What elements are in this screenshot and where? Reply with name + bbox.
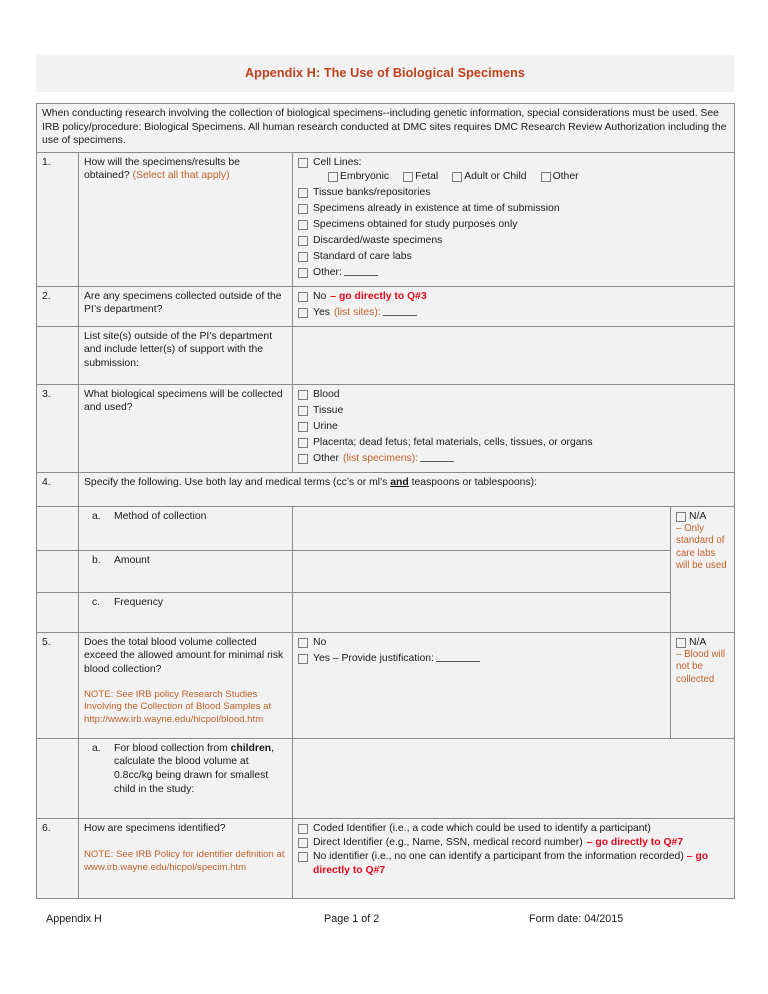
empty-number-cell <box>37 326 79 384</box>
q4c-answer-field[interactable] <box>293 592 671 632</box>
option-label: Coded Identifier (i.e., a code which could be used to identify a participant) <box>313 822 651 834</box>
intro-text: When conducting research involving the collection of biological specimens--including genetic information, special considerations must be used. See IRB policy/procedure: Biological Specimens. All human research conducted at DMC sites requires DMC Research Review Authorization including the use of specimens. <box>37 104 735 153</box>
checkbox-icon[interactable] <box>298 308 308 318</box>
q4a-label-cell <box>79 506 293 550</box>
checkbox-icon[interactable] <box>298 252 308 262</box>
checkbox-icon[interactable] <box>298 422 308 432</box>
checkbox-icon[interactable] <box>298 438 308 448</box>
sub-letter-row <box>84 510 287 524</box>
sub-letter: a. <box>92 742 101 754</box>
sub-letter-row <box>84 596 287 610</box>
q4-header-emphasis: and <box>390 476 409 488</box>
q4b-label-cell <box>79 550 293 592</box>
question-number-3: 3. <box>37 384 79 472</box>
cell-lines-sub-options <box>328 170 729 184</box>
goto-instruction: – go directly to Q#7 <box>313 850 709 876</box>
question-number-4: 4. <box>37 472 79 506</box>
checkbox-icon[interactable] <box>298 268 308 278</box>
question-row-2-sub <box>37 326 735 384</box>
na-description: – Blood will not be collected <box>676 648 726 685</box>
checkbox-option-yes[interactable] <box>298 652 665 666</box>
checkbox-icon[interactable] <box>541 172 551 182</box>
checkbox-icon[interactable] <box>298 838 308 848</box>
checkbox-option[interactable] <box>298 266 729 280</box>
checkbox-option-no[interactable] <box>298 290 729 304</box>
empty-number-cell <box>37 550 79 592</box>
question-text-3: What biological specimens will be collected and used? <box>79 384 293 472</box>
q5a-post: , calculate the blood volume at 0.8cc/kg being drawn for smallest child in the study: <box>114 742 274 795</box>
q5a-label-cell <box>79 738 293 818</box>
option-label: Blood <box>313 388 340 400</box>
checkbox-icon[interactable] <box>298 852 308 862</box>
option-label: Other <box>552 170 579 182</box>
question-row-2 <box>37 286 735 326</box>
option-label: No <box>313 636 327 648</box>
checkbox-option[interactable] <box>298 202 729 216</box>
sub-label: Amount <box>114 554 150 566</box>
na-checkbox-row[interactable] <box>676 636 729 649</box>
checkbox-option-other[interactable] <box>541 170 579 184</box>
question-row-3 <box>37 384 735 472</box>
option-label: Tissue <box>313 404 344 416</box>
question-row-4c <box>37 592 735 632</box>
goto-instruction: – go directly to Q#3 <box>330 290 427 302</box>
na-checkbox-row[interactable] <box>676 510 729 523</box>
question-number-2: 2. <box>37 286 79 326</box>
checkbox-option[interactable] <box>298 186 729 200</box>
sub-letter-row <box>84 742 287 796</box>
na-description: – Only standard of care labs will be used <box>676 522 727 571</box>
option-label: Other <box>313 452 339 464</box>
fill-in-blank[interactable] <box>344 266 378 276</box>
q5a-pre: For blood collection from <box>114 742 231 754</box>
checkbox-icon[interactable] <box>676 638 686 648</box>
checkbox-icon[interactable] <box>298 236 308 246</box>
question-answers-6 <box>293 818 735 898</box>
sub-label: Frequency <box>114 596 164 608</box>
checkbox-option-coded-identifier[interactable] <box>298 822 729 836</box>
footer-page-number: Page 1 of 2 <box>324 913 380 925</box>
option-label: Embryonic <box>340 170 390 182</box>
question-row-4a <box>37 506 735 550</box>
checkbox-icon[interactable] <box>328 172 338 182</box>
q4a-answer-field[interactable] <box>293 506 671 550</box>
q1-hint: (Select all that apply) <box>132 170 230 182</box>
question-answers-5 <box>293 632 671 738</box>
option-text: No identifier (i.e., no one can identify a participant from the information recorded) <box>313 850 684 862</box>
fill-in-blank[interactable] <box>436 652 480 662</box>
sub-label: Method of collection <box>114 510 207 522</box>
checkbox-icon[interactable] <box>298 654 308 664</box>
checkbox-icon[interactable] <box>298 454 308 464</box>
checkbox-icon[interactable] <box>298 638 308 648</box>
checkbox-option-fetal[interactable] <box>403 170 438 184</box>
form-sheet <box>36 55 734 899</box>
checkbox-option-blood[interactable] <box>298 388 729 402</box>
option-label: Other: <box>313 266 342 278</box>
question-row-1 <box>37 152 735 286</box>
q5-note: NOTE: See IRB policy Research Studies Involving the Collection of Blood Samples at http://www.irb.wayne.edu/hicpol/blood.htm <box>84 688 272 725</box>
checkbox-option-tissue[interactable] <box>298 404 729 418</box>
question-row-5 <box>37 632 735 738</box>
question-text-5 <box>79 632 293 738</box>
title-band <box>36 55 734 92</box>
na-label: N/A <box>689 636 707 648</box>
q6-note: NOTE: See IRB Policy for identifier definition at www.irb.wayne.edu/hicpol/specim.htm <box>84 849 285 873</box>
option-label: Direct Identifier (e.g., Name, SSN, medical record number) <box>313 836 583 848</box>
q5-prompt: Does the total blood volume collected exceed the allowed amount for minimal risk blood collection? <box>84 636 284 675</box>
sub-letter-row <box>84 554 287 568</box>
fill-in-blank[interactable] <box>383 306 417 316</box>
empty-number-cell <box>37 738 79 818</box>
checkbox-icon[interactable] <box>298 188 308 198</box>
checkbox-icon[interactable] <box>676 512 686 522</box>
question-number-6: 6. <box>37 818 79 898</box>
question-text-6 <box>79 818 293 898</box>
sub-letter: c. <box>92 596 101 608</box>
empty-number-cell <box>37 506 79 550</box>
goto-instruction: – go directly to Q#7 <box>586 836 684 848</box>
question-number-5: 5. <box>37 632 79 738</box>
question-answers-3 <box>293 384 735 472</box>
q5a-emphasis: children <box>230 742 272 754</box>
question-answers-2 <box>293 286 735 326</box>
q4-header-post: teaspoons or tablespoons): <box>408 476 537 488</box>
checkbox-icon[interactable] <box>298 292 308 302</box>
footer-form-date: Form date: 04/2015 <box>529 913 624 925</box>
option-label: Yes <box>313 306 330 318</box>
checkbox-option-embryonic[interactable] <box>328 170 389 184</box>
checkbox-option-urine[interactable] <box>298 420 729 434</box>
checkbox-icon[interactable] <box>298 158 308 168</box>
appendix-h-form-table <box>36 103 735 899</box>
option-hint: (list specimens): <box>343 452 419 464</box>
checkbox-option-no[interactable] <box>298 636 665 650</box>
q4b-answer-field[interactable] <box>293 550 671 592</box>
option-label <box>313 850 729 878</box>
option-label: Yes – Provide justification: <box>313 652 434 664</box>
checkbox-option-no-identifier[interactable] <box>298 850 729 878</box>
checkbox-icon[interactable] <box>298 204 308 214</box>
na-label: N/A <box>689 510 707 522</box>
checkbox-option-other[interactable] <box>298 452 729 466</box>
q4-na-cell <box>671 506 735 632</box>
question-answers-1 <box>293 152 735 286</box>
option-label: Fetal <box>415 170 439 182</box>
checkbox-option[interactable] <box>298 156 729 170</box>
checkbox-option[interactable] <box>298 250 729 264</box>
option-label: Urine <box>313 420 338 432</box>
checkbox-option-placenta[interactable] <box>298 436 729 450</box>
title-spacer <box>36 92 734 103</box>
option-label: Specimens already in existence at time of submission <box>313 202 560 214</box>
option-label: Standard of care labs <box>313 250 412 262</box>
question-row-4-header <box>37 472 735 506</box>
checkbox-option[interactable] <box>298 218 729 232</box>
page-footer <box>46 913 686 925</box>
question-text-1 <box>79 152 293 286</box>
option-label: Discarded/waste specimens <box>313 234 443 246</box>
sub-letter: a. <box>92 510 101 522</box>
checkbox-option-direct-identifier[interactable] <box>298 836 729 850</box>
checkbox-option-yes[interactable] <box>298 306 729 320</box>
checkbox-icon[interactable] <box>298 220 308 230</box>
question-text-4 <box>79 472 735 506</box>
checkbox-icon[interactable] <box>452 172 462 182</box>
option-label: Cell Lines: <box>313 156 362 168</box>
checkbox-option-adult-or-child[interactable] <box>452 170 526 184</box>
page-title: Appendix H: The Use of Biological Specimens <box>244 66 525 80</box>
empty-number-cell <box>37 592 79 632</box>
option-label: Tissue banks/repositories <box>313 186 431 198</box>
q4-header-pre: Specify the following. Use both lay and medical terms (cc’s or ml’s <box>84 476 391 488</box>
option-label: No <box>313 290 327 302</box>
checkbox-icon[interactable] <box>403 172 413 182</box>
q4c-label-cell <box>79 592 293 632</box>
question-row-4b <box>37 550 735 592</box>
q2-sub-answer-field[interactable] <box>293 326 735 384</box>
checkbox-icon[interactable] <box>298 390 308 400</box>
sub-label <box>114 742 287 796</box>
q5a-answer-field[interactable] <box>293 738 735 818</box>
q6-prompt: How are specimens identified? <box>84 822 226 834</box>
q2-sub-prompt: List site(s) outside of the PI’s department and include letter(s) of support with the submission: <box>79 326 293 384</box>
question-row-5a <box>37 738 735 818</box>
question-row-6 <box>37 818 735 898</box>
option-label: Placenta; dead fetus; fetal materials, cells, tissues, or organs <box>313 436 593 448</box>
q5-na-cell <box>671 632 735 738</box>
option-label: Adult or Child <box>464 170 527 182</box>
checkbox-icon[interactable] <box>298 406 308 416</box>
question-text-2: Are any specimens collected outside of the PI’s department? <box>79 286 293 326</box>
q1-prompt: How will the specimens/results be obtained? <box>84 156 240 182</box>
option-label: Specimens obtained for study purposes only <box>313 218 518 230</box>
fill-in-blank[interactable] <box>420 452 454 462</box>
question-number-1: 1. <box>37 152 79 286</box>
checkbox-option[interactable] <box>298 234 729 248</box>
checkbox-icon[interactable] <box>298 824 308 834</box>
option-hint: (list sites): <box>333 306 381 318</box>
sub-letter: b. <box>92 554 101 566</box>
footer-left: Appendix H <box>46 913 102 925</box>
intro-row <box>37 104 735 153</box>
